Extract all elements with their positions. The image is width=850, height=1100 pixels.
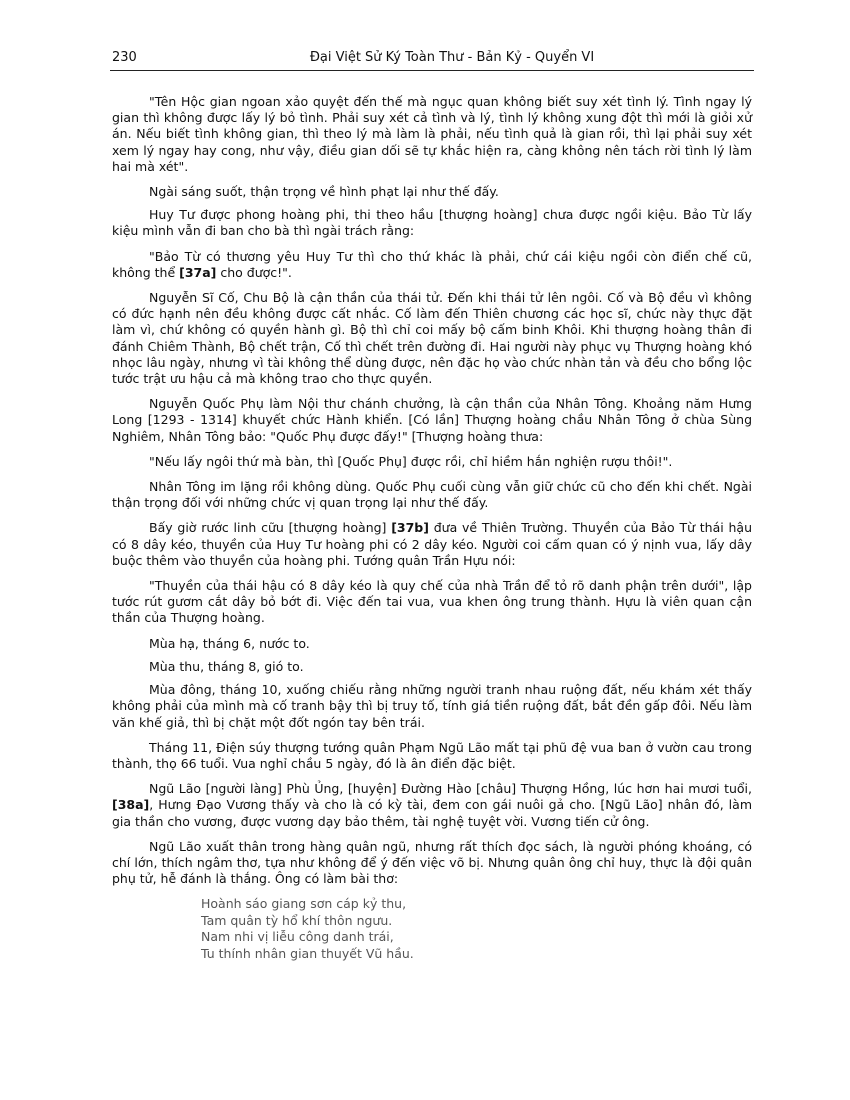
page-number: 230 <box>112 50 137 65</box>
poem-line: Hoành sáo giang sơn cáp kỷ thu, <box>201 896 407 912</box>
poem-line: Nam nhi vị liễu công danh trái, <box>201 929 394 945</box>
paragraph: Ngài sáng suốt, thận trọng về hình phạt lại như thế đấy. <box>149 184 499 200</box>
poem-line: Tu thính nhân gian thuyết Vũ hầu. <box>201 945 414 961</box>
page-header <box>112 50 752 70</box>
paragraph: Mùa thu, tháng 8, gió to. <box>149 658 304 674</box>
poem <box>201 896 752 962</box>
paragraph: Nguyễn Quốc Phụ làm Nội thư chánh chưởng, là cận thần của Nhân Tông. Khoảng năm Hưng Long [1293 - 1314] khuyết chức Hành khiển. [Có lần] Thượng hoàng chầu Nhân Tông ở chùa Sùng Nghiêm, Nhân Tông bảo: "Quốc Phụ được đấy!" [Thượng hoàng thưa: <box>112 396 752 444</box>
paragraph: "Tên Hộc gian ngoan xảo quyệt đến thế mà ngục quan không biết suy xét tình lý. Tình ngay lý gian thì không được lấy lý bỏ tình. Phải suy xét cả tình và lý, tình lý không xung đột thì mới là giỏi xử án. Nếu biết tình không gian, thì theo lý mà làm là phải, nếu tình quả là gian rồi, thì lại phải suy xét xem lý ngay hay cong, như vậy, điều gian dối sẽ tự khắc hiện ra, càng không nên tách rời tình lý làm hai mà xét". <box>112 94 752 174</box>
running-title: Đại Việt Sử Ký Toàn Thư - Bản Kỷ - Quyển VI <box>309 50 595 65</box>
paragraph: "Nếu lấy ngôi thứ mà bàn, thì [Quốc Phụ] được rồi, chỉ hiềm hắn nghiện rượu thôi!". <box>149 453 673 469</box>
poem-line: Tam quân tỳ hổ khí thôn ngưu. <box>201 912 393 928</box>
folio-marker: [37a] <box>179 264 217 280</box>
paragraph: Tháng 11, Điện súy thượng tướng quân Phạm Ngũ Lão mất tại phũ đệ vua ban ở vườn cau trong thành, thọ 66 tuổi. Vua nghỉ chầu 5 ngày, đó là ân điển đặc biệt. <box>112 739 752 771</box>
paragraph: Nguyễn Sĩ Cố, Chu Bộ là cận thần của thái tử. Đến khi thái tử lên ngôi. Cố và Bộ đều vì không có đức hạnh nên đều không được cất nhắc. Cố làm đến Thiên chương các học sĩ, chức này thực đặt làm vì, chứ không có quyền hành gì. Bộ thì chỉ coi mấy bộ cấm binh Khôi. Khi thượng hoàng thân đi đánh Chiêm Thành, Bộ chết trận, Cố thì chết trên đường đi. Hai người này phục vụ Thượng hoàng khó nhọc lâu ngày, nhưng vì tài không thể dùng được, nên đặc họ vào chức nhàn tản và đều cho bổng lộc tước trật ưu hậu cả mà không trao cho thực quyền. <box>112 290 752 387</box>
page-body <box>112 94 752 962</box>
paragraph: Ngũ Lão xuất thân trong hàng quân ngũ, nhưng rất thích đọc sách, là người phóng khoáng, có chí lớn, thích ngâm thơ, tựa như không để ý đến việc võ bị. Nhưng quân ông chỉ huy, thực là đội quân phụ tử, hễ đánh là thắng. Ông có làm bài thơ: <box>112 838 752 887</box>
paragraph: "Thuyền của thái hậu có 8 dây kéo là quy chế của nhà Trần để tỏ rõ danh phận trên dưới", lập tước rút gươm cắt dây bỏ bớt đi. Việc đến tai vua, vua khen ông trung thành. Hựu là viên quan cận thần của Thượng hoàng. <box>112 578 752 626</box>
paragraph: Mùa hạ, tháng 6, nước to. <box>149 635 310 651</box>
paragraph: Huy Tư được phong hoàng phi, thi theo hầu [thượng hoàng] chưa được ngồi kiệu. Bảo Từ lấy kiệu mình vẫn đi ban cho bà thì ngài trách rằng: <box>112 207 752 239</box>
folio-marker: [37b] <box>391 520 429 536</box>
paragraph: "Bảo Từ có thương yêu Huy Tư thì cho thứ khác là phải, chứ cái kiệu ngồi còn điển chế cũ, không thể [37a] cho được!". <box>112 248 752 280</box>
paragraph: Nhân Tông im lặng rồi không dùng. Quốc Phụ cuối cùng vẫn giữ chức cũ cho đến khi chết. Ngài thận trọng đối với những chức vị quan trọng lại như thế đấy. <box>112 479 752 511</box>
folio-marker: [38a] <box>112 797 150 813</box>
header-divider <box>110 70 754 71</box>
paragraph: Mùa đông, tháng 10, xuống chiếu rằng những người tranh nhau ruộng đất, nếu khám xét thấy không phải của mình mà cố tranh bậy thì bị truy tố, tính giá tiền ruộng đất, bắt đền gấp đôi. Nếu làm văn khế giả, thì bị chặt một đốt ngón tay bên trái. <box>112 682 752 730</box>
paragraph: Ngũ Lão [người làng] Phù Ủng, [huyện] Đường Hào [châu] Thượng Hồng, lúc hơn hai mươi tuổi, [38a], Hưng Đạo Vương thấy và cho là có kỳ tài, đem con gái nuôi gả cho. [Ngũ Lão] nhân đó, làm gia thần cho vương, được vương dạy bảo thêm, tài nghệ tuyệt vời. Vương tiến cử ông. <box>112 781 752 829</box>
paragraph: Bấy giờ rước linh cữu [thượng hoàng] [37b] đưa về Thiên Trường. Thuyền của Bảo Từ thái hậu có 8 dây kéo, thuyền của Huy Tư hoàng phi có 2 dây kéo. Người coi cấm quan có ý nịnh vua, lấy dây buộc thêm vào thuyền của hoàng phi. Tướng quân Trần Hựu nói: <box>112 520 752 568</box>
